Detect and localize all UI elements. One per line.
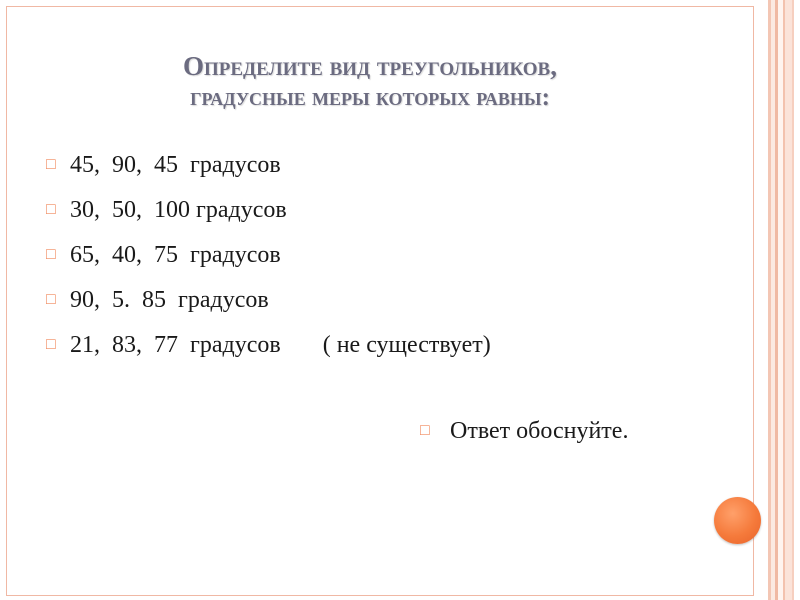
- list-item: [46, 148, 491, 193]
- decorative-stripes: [762, 0, 800, 600]
- bullet-icon: □: [46, 201, 56, 218]
- item-text: 45, 90, 45 градусов: [70, 152, 281, 178]
- angle-list: [46, 148, 491, 373]
- bullet-icon: □: [46, 156, 56, 173]
- bullet-icon: □: [46, 336, 56, 353]
- item-text: 21, 83, 77 градусов: [70, 332, 281, 358]
- orange-circle-decoration: [714, 497, 761, 544]
- list-item: [46, 328, 491, 373]
- item-text: 65, 40, 75 градусов: [70, 242, 281, 268]
- title-line-1: Определите вид треугольников,: [183, 51, 557, 81]
- list-item: [46, 193, 491, 238]
- bullet-icon: □: [46, 291, 56, 308]
- answer-text: Ответ обоснуйте.: [450, 418, 629, 444]
- list-item: [46, 283, 491, 328]
- list-item: [46, 238, 491, 283]
- bullet-icon: □: [420, 422, 430, 439]
- slide-title: [60, 50, 680, 114]
- answer-prompt: [420, 414, 628, 448]
- item-text: 90, 5. 85 градусов: [70, 287, 269, 313]
- bullet-icon: □: [46, 246, 56, 263]
- item-note: ( не существует): [322, 332, 491, 358]
- item-text: 30, 50, 100 градусов: [70, 197, 287, 223]
- title-line-2: градусные меры которых равны:: [190, 84, 550, 111]
